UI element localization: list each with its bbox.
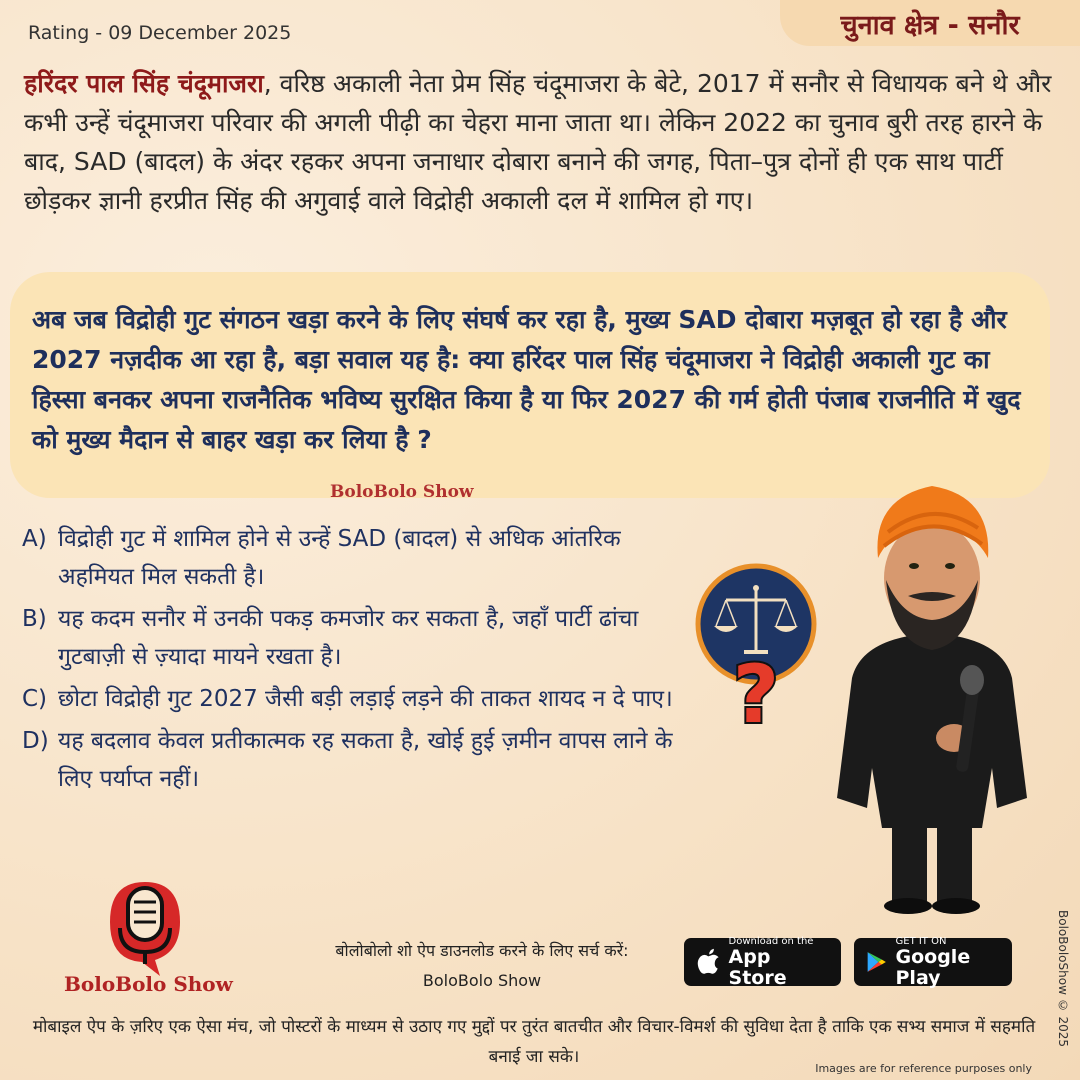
question-mark-icon [733,648,779,741]
option-letter: D) [22,728,49,754]
scales-of-justice-icon [694,562,818,742]
option-letter: B) [22,606,47,632]
google-play-icon [866,948,888,976]
google-play-small-text: GET IT ON [895,935,947,947]
option-letter: A) [22,526,47,552]
app-store-button[interactable] [684,935,841,989]
footer-text: मोबाइल ऐप के ज़रिए एक ऐसा मंच, जो पोस्टरों के माध्यम से उठाए गए मुद्दों पर तुरंत बातचीत और विचार-विमर्श की सुविधा देता है ताकि एक सभ्य समाज में सहमति बनाई जा सके। [32,1017,1036,1067]
intro-text: , वरिष्ठ अकाली नेता प्रेम सिंह चंदूमाजरा के बेटे, 2017 में सनौर से विधायक बने थे और कभी उन्हें चंदूमाजरा परिवार की अगली पीढ़ी का चेहरा माना जाता था। लेकिन 2022 का चुनाव बुरी तरह हारने के बाद, SAD (बादल) के अंदर रहकर अपना जनाधार दोबारा बनाने की जगह, पिता–पुत्र दोनों ही एक साथ पार्टी छोड़कर ज्ञानी हरप्रीत सिंह की अगुवाई वाले विद्रोही अकाली दल में शामिल हो गए। [24,69,1052,215]
option-text: यह कदम सनौर में उनकी पकड़ कमजोर कर सकता है, जहाँ पार्टी ढांचा गुटबाज़ी से ज़्यादा मायने रखता है। [58,606,639,670]
logo-text: BoloBolo Show [64,972,233,996]
disclaimer: Images are for reference purposes only [815,1062,1032,1075]
option-c[interactable] [22,680,682,718]
constituency-label [780,0,1080,46]
intro-paragraph [24,64,1056,220]
download-line-1: बोलोबोलो शो ऐप डाउनलोड करने के लिए सर्च करें: [335,941,629,960]
turbaned-man-with-microphone-illustration [822,468,1042,918]
google-play-big-text: Google Play [895,945,971,989]
question-text: अब जब विद्रोही गुट संगठन खड़ा करने के लिए संघर्ष कर रहा है, मुख्य SAD दोबारा मज़बूत हो रहा है और 2027 नज़दीक आ रहा है, बड़ा सवाल यह है: क्या हरिंदर पाल सिंह चंदूमाजरा ने विद्रोही अकाली गुट का हिस्सा बनकर अपना राजनैतिक भविष्य सुरक्षित किया है या फिर 2027 की गर्म होती पंजाब राजनीति में खुद को मुख्य मैदान से बाहर खड़ा कर लिया है ? [32,305,1021,454]
copyright: BoloBoloShow © 2025 [1056,910,1070,1048]
download-line-2: BoloBolo Show [422,971,542,990]
option-d[interactable] [22,722,682,798]
option-b[interactable] [22,600,682,676]
option-letter: C) [22,686,48,712]
apple-icon [696,947,721,977]
option-a[interactable] [22,520,682,596]
app-store-big-text: App Store [728,945,787,989]
download-instructions [262,936,702,996]
watermark: BoloBolo Show [330,482,474,502]
svg-text:?: ? [732,648,780,741]
app-store-small-text: Download on the [728,935,814,947]
constituency-text: चुनाव क्षेत्र - सनौर [840,9,1020,41]
politician-name: हरिंदर पाल सिंह चंदूमाजरा [24,69,264,98]
options-list [22,520,682,802]
rating-date: Rating - 09 December 2025 [28,22,292,44]
option-text: छोटा विद्रोही गुट 2027 जैसी बड़ी लड़ाई लड़ने की ताकत शायद न दे पाए। [58,686,673,712]
option-text: विद्रोही गुट में शामिल होने से उन्हें SAD (बादल) से अधिक आंतरिक अहमियत मिल सकती है। [58,526,621,590]
option-text: यह बदलाव केवल प्रतीकात्मक रह सकता है, खोई हुई ज़मीन वापस लाने के लिए पर्याप्त नहीं। [58,728,673,792]
google-play-button[interactable] [854,935,1012,989]
